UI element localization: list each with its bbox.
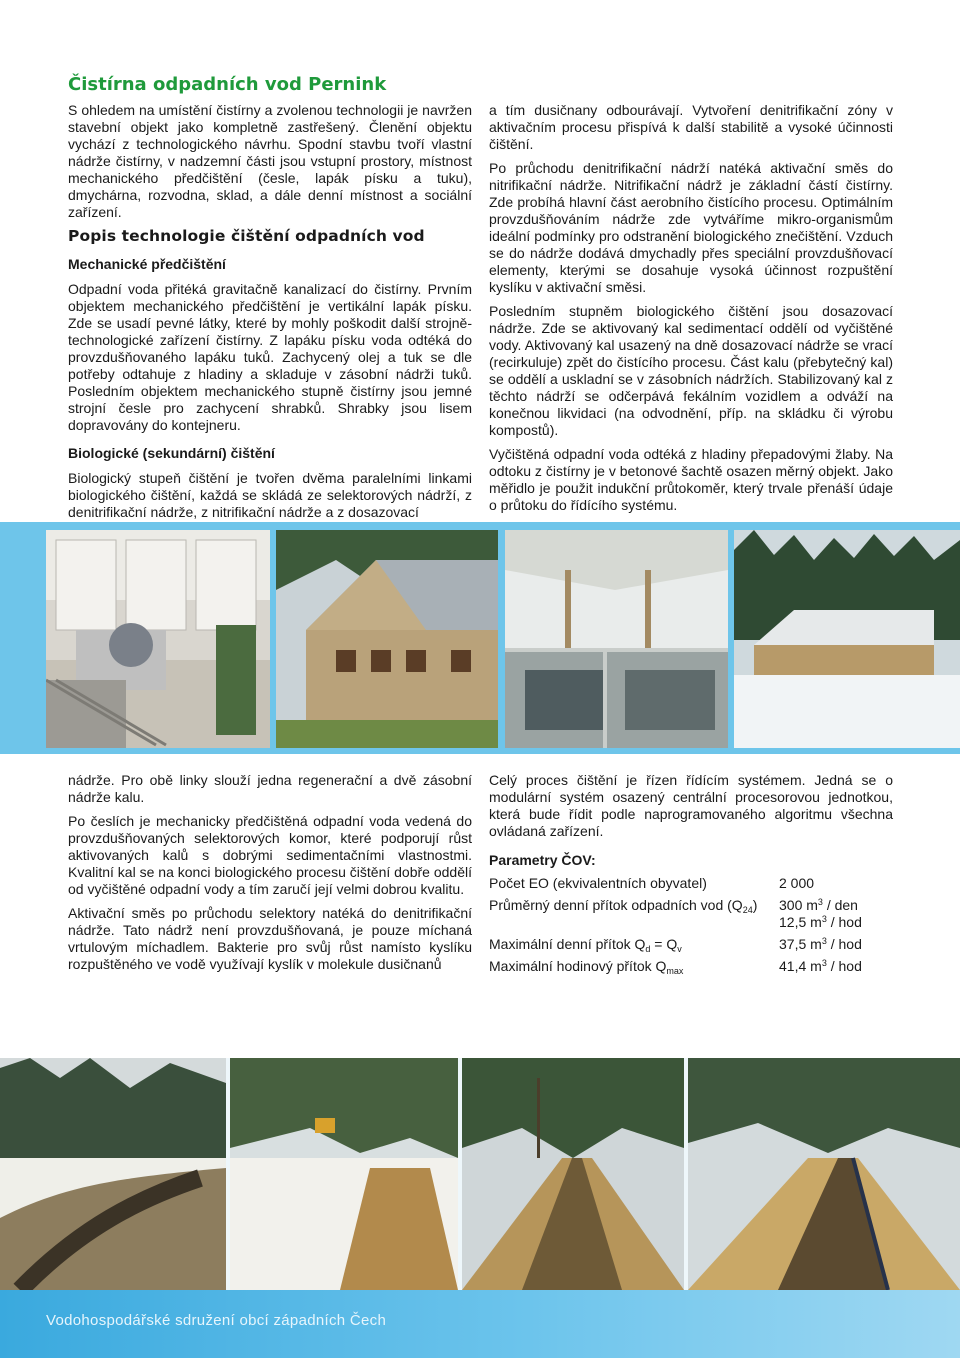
param-row [489, 958, 893, 975]
param-value: 37,5 $m^3$ / hod [779, 936, 862, 952]
param-label: Maximální denní přítok $Q_d = Q_v$ [489, 936, 682, 954]
param-value: 2 000 [779, 875, 815, 891]
photo-trench-road [462, 1058, 684, 1290]
text-column-2 [489, 102, 893, 521]
mechanical-heading: Mechanické předčištění [68, 256, 226, 272]
text-column-3 [68, 772, 472, 980]
param-row [489, 936, 893, 953]
section-heading: Popis technologie čištění odpadních vod [68, 227, 425, 245]
photo-interior-pretreatment [46, 530, 270, 748]
parameters-heading: Parametry ČOV: [489, 852, 596, 868]
photo-strip-top [0, 522, 960, 754]
page-title: Čistírna odpadních vod Pernink [68, 74, 387, 95]
param-row [489, 875, 893, 892]
paragraph: Po česlích je mechanicky předčištěná odpadní voda vedená do provzdušňovaných selektorových komor, které podporují růst aktivovaných kalů s dobrými sedimentačními vlastnostmi. Kvalitní kal se na konci biologického procesu čištění dobře oddělí od vyčištěné odpadní vody a tím zaručí její velmi dobrou kvalitu. [68, 813, 472, 897]
paragraph: Aktivační směs po průchodu selektory natéká do denitrifikační nádrže. Tato nádrž není provzdušňovaná, je pouze míchaná vrtulovým míchadlem. Bakterie pro svůj růst namísto kyslíku rozpuštěného ve vodě využívají kyslík v molekule dusičnanů [68, 905, 472, 972]
paragraph: a tím dusičnany odbourávají. Vytvoření denitrifikační zóny v aktivačním procesu přispívá k další stabilitě a vysoké účinnosti čištění. [489, 102, 893, 152]
param-value: 41,4 $m^3$ / hod [779, 958, 862, 974]
param-label: Počet EO (ekvivalentních obyvatel) [489, 875, 707, 891]
photo-building-winter [734, 530, 960, 748]
photo-building-exterior [276, 530, 498, 748]
photo-strip-bottom [0, 1058, 960, 1290]
paragraph: nádrže. Pro obě linky slouží jedna regenerační a dvě zásobní nádrže kalu. [68, 772, 472, 805]
paragraph: Po průchodu denitrifikační nádrží natéká aktivační směs do nitrifikační nádrže. Nitrifikační nádrž je základní částí čistírny. Zde probíhá hlavní část aerobního čistícího procesu. Optimálním provzdušňováním nádrže zde vytváříme mikro-organismům ideální podmínky pro odstranění biologického znečištění. Vzduch se do nádrže dodává dmychadly přes speciální provzdušňovací elementy, kterými se dosahuje vysoká účinnost rozpuštění kyslíku v aktivační směsi. [489, 160, 893, 295]
footer-bar [0, 1290, 960, 1358]
param-value: 300 $m^3$ / den 12,5 $m^3$ / hod [779, 897, 862, 930]
photo-trench-snow-1 [0, 1058, 226, 1290]
biological-paragraph: Biologický stupeň čištění je tvořen dvěma paralelními linkami biologického čištění, každá se skládá ze selektorových nádrží, z denitrifikační nádrže, z nitrifikační nádrže a z dosazovací [68, 470, 472, 520]
paragraph: Vyčištěná odpadní voda odtéká z hladiny přepadovými žlaby. Na odtoku z čistírny je v betonové šachtě osazen měrný objekt. Jako měřidlo je použit indukční průtokoměr, který trvale přenáší údaje o průtoku do řídícího systému. [489, 446, 893, 513]
param-label: Maximální hodinový přítok $Q_{max}$ [489, 958, 684, 976]
paragraph: Celý proces čištění je řízen řídícím systémem. Jedná se o modulární systém osazený centrální procesorovou jednotkou, která bude řídit podle naprogramovaného algoritmu všechna ovládaná zařízení. [489, 772, 893, 839]
paragraph: Posledním stupněm biologického čištění jsou dosazovací nádrže. Zde se aktivovaný kal sedimentací oddělí od vyčištěné vody. Aktivovaný kal usazený na dně dosazovací nádrže se vrací (recirkuluje) zpět do čistícího procesu. Část kalu (přebytečný kal) se oddělí a uskladní se v zásobních nádržích. Stabilizovaný kal z těchto nádrží se odčerpává fekálním vozidlem a odváží na konečnou likvidaci (na odvodnění, příp. na skládku či výrobu kompostů). [489, 303, 893, 438]
photo-tanks-interior [505, 530, 728, 748]
param-label: Průměrný denní přítok odpadních vod $(Q_{24})$ [489, 897, 758, 915]
text-column-4 [489, 772, 893, 980]
biological-heading: Biologické (sekundární) čištění [68, 445, 275, 461]
param-row [489, 897, 893, 931]
footer-organization-name: Vodohospodářské sdružení obcí západních Čech [46, 1312, 387, 1329]
photo-trench-excavator [230, 1058, 458, 1290]
parameters-table [489, 852, 893, 975]
text-column-1 [68, 102, 472, 528]
mechanical-paragraph: Odpadní voda přitéká gravitačně kanalizací do čistírny. Prvním objektem mechanického předčištění je vertikální lapák písku. Zde se usadí pevné látky, které by mohly poškodit další strojně-technologické zařízení čistírny. Z lapáku písku voda odtéká do provzdušňovaného lapáku tuků. Zachycený olej a tuk se dle potřeby odtahuje z hladiny a skladuje v zásobní nádrži tuků. Posledním objektem mechanického stupně čistírny jsou jemné strojní česle pro zachycení shrabků. Shrabky jsou lisem dopravovány do kontejneru. [68, 281, 472, 433]
intro-paragraph: S ohledem na umístění čistírny a zvolenou technologii je navržen stavební objekt jako kompletně zastřešený. Členění objektu vychází z technologického návrhu. Spodní stavbu tvoří vlastní nádrže čistírny, v nadzemní části jsou vstupní prostory, místnost mechanického předčištění (česle, lapák písku a tuku), dmychárna, rozvodna, sklad, a dále denní místnost a sociální zařízení. [68, 102, 472, 220]
photo-trench-pipe [688, 1058, 960, 1290]
